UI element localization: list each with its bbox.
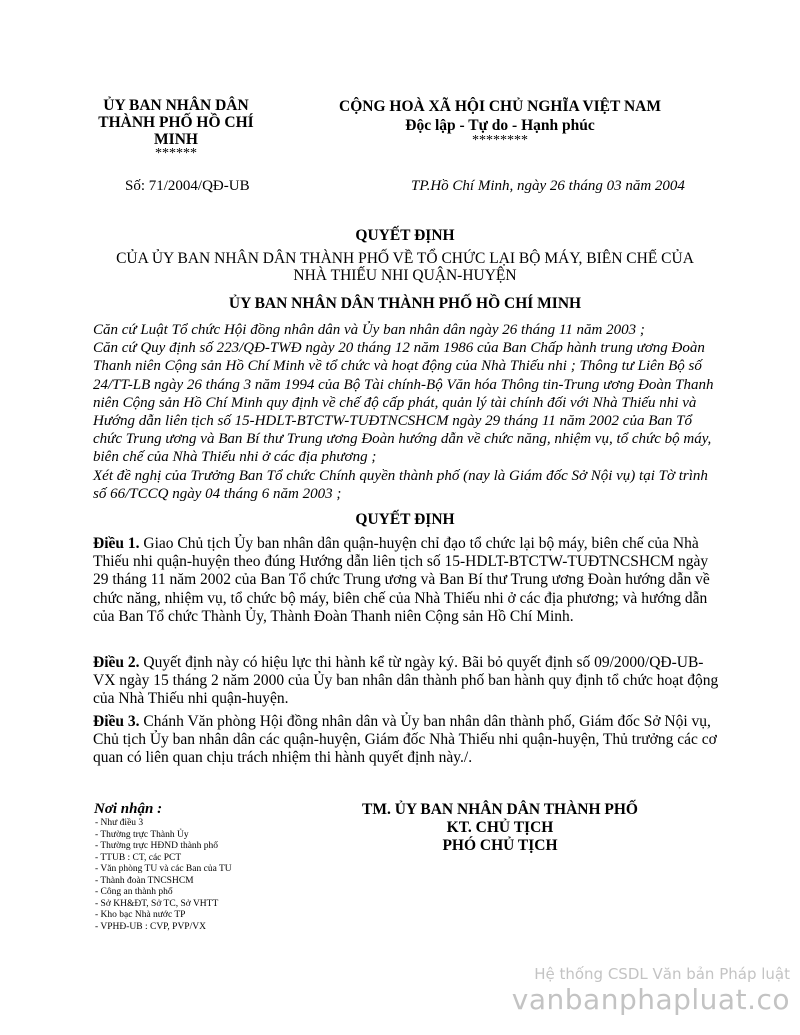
issuing-authority-block [86, 97, 266, 160]
decision-heading: QUYẾT ĐỊNH [355, 511, 455, 528]
article-text: Giao Chủ tịch Ủy ban nhân dân quận-huyện chỉ đạo tổ chức lại bộ máy, biên chế của Nhà Thiếu nhi quận-huyện theo đúng Hướng dẫn liên tịch số 15-HDLT-BTCTW-TUĐTNCSHCM ngày 29 tháng 11 năm 2002 của Ban Tổ chức Trung ương và Ban Bí thư Trung ương Đoàn hướng dẫn về chức năng, nhiệm vụ, tổ chức bộ máy, biên chế của Nhà Thiếu nhi ở các địa phương; và hướng dẫn của Ban Tổ chức Thành Ủy, Thành Đoàn Thanh niên Cộng sản Hồ Chí Minh. [93, 535, 710, 625]
article-3 [93, 713, 723, 768]
recipient-item: - Công an thành phố [95, 887, 173, 897]
issuing-authority-line-1: ỦY BAN NHÂN DÂN [103, 97, 249, 114]
authority-heading: ỦY BAN NHÂN DÂN THÀNH PHỐ HỒ CHÍ MINH [228, 295, 582, 312]
document-number: Số: 71/2004/QĐ-UB [125, 178, 250, 194]
recipients-list [95, 818, 232, 933]
recipient-item: - TTUB : CT, các PCT [95, 852, 182, 863]
recipient-item: - Sở KH&ĐT, Sở TC, Sở VHTT [95, 898, 219, 909]
issuing-authority-line-3: MINH [154, 131, 198, 148]
article-label: Điều 1. [93, 535, 140, 552]
subtitle-line-2: NHÀ THIẾU NHI QUẬN-HUYỆN [293, 267, 517, 284]
recipient-item: - Kho bạc Nhà nước TP [95, 910, 186, 920]
recital-item: Căn cứ Quy định số 223/QĐ-TWĐ ngày 20 tháng 12 năm 1986 của Ban Chấp hành trung ương Đoàn Thanh niên Cộng sản Hồ Chí Minh về tổ chức và hoạt động của Nhà Thiếu nhi ; Thông tư Liên Bộ số 24/TT-LB ngày 26 tháng 3 năm 1994 của Bộ Tài chính-Bộ Văn hóa Thông tin-Trung ương Đoàn Thanh niên Cộng sản Hồ Chí Minh quy định về chế độ cấp phát, quản lý tài chính đối với Nhà Thiếu nhi và Hướng dẫn liên tịch số 15-HDLT-BTCTW-TUĐTNCSHCM ngày 29 tháng 11 năm 2002 của Ban Tổ chức Trung ương và Ban Bí thư Trung ương Đoàn hướng dẫn về chức năng, nhiệm vụ, tổ chức bộ máy, biên chế của Nhà Thiếu nhi ở các địa phương ; [93, 340, 714, 466]
recipients-title: Nơi nhận : [94, 801, 163, 817]
national-motto: Độc lập - Tự do - Hạnh phúc [405, 117, 595, 134]
recipient-item: - Như điều 3 [95, 818, 144, 828]
recipient-item: - Thành đoàn TNCSHCM [95, 875, 194, 886]
signature-line-2: KT. CHỦ TỊCH [446, 819, 554, 836]
left-separator-stars: ****** [155, 146, 197, 161]
watermark-site: vanbanphapluat.co [511, 983, 790, 1016]
article-1 [93, 535, 723, 626]
document-subtitle [80, 250, 730, 284]
place-and-date: TP.Hồ Chí Minh, ngày 26 tháng 03 năm 2004 [411, 178, 685, 194]
recitals [93, 321, 721, 503]
watermark-caption: Hệ thống CSDL Văn bản Pháp luật [534, 965, 790, 983]
recipient-item: - Thường trực Thành Ủy [95, 829, 189, 840]
recipient-item: - Thường trực HĐND thành phố [95, 841, 219, 851]
right-separator-stars: ******** [472, 133, 528, 148]
recital-item: Căn cứ Luật Tổ chức Hội đồng nhân dân và Ủy ban nhân dân ngày 26 tháng 11 năm 2003 ; [93, 322, 645, 338]
recital-item: Xét đề nghị của Trưởng Ban Tổ chức Chính quyền thành phố (nay là Giám đốc Sở Nội vụ) tại Tờ trình số 66/TCCQ ngày 04 tháng 6 năm 2003 ; [93, 467, 708, 502]
article-label: Điều 3. [93, 713, 140, 730]
signature-line-3: PHÓ CHỦ TỊCH [442, 837, 558, 854]
subtitle-line-1: CỦA ỦY BAN NHÂN DÂN THÀNH PHỐ VỀ TỔ CHỨC LẠI BỘ MÁY, BIÊN CHẾ CỦA [116, 250, 694, 267]
issuing-authority-line-2: THÀNH PHỐ HỒ CHÍ [98, 114, 254, 131]
article-2 [93, 654, 723, 709]
recipient-item: - Văn phòng TU và các Ban của TU [95, 864, 232, 874]
document-title: QUYẾT ĐỊNH [355, 227, 455, 244]
article-text: Quyết định này có hiệu lực thi hành kể từ ngày ký. Bãi bỏ quyết định số 09/2000/QĐ-UB-VX ngày 15 tháng 2 năm 2000 của Ủy ban nhân dân thành phố ban hành quy định tổ chức hoạt động của Nhà Thiếu nhi quận-huyện. [93, 654, 719, 708]
article-label: Điều 2. [93, 654, 140, 671]
article-text: Chánh Văn phòng Hội đồng nhân dân và Ủy ban nhân dân thành phố, Giám đốc Sở Nội vụ, Chủ tịch Ủy ban nhân dân các quận-huyện, Giám đốc Nhà Thiếu nhi quận-huyện, Thủ trưởng các cơ quan có liên quan chịu trách nhiệm thi hành quyết định này./. [93, 713, 717, 767]
country-name: CỘNG HOÀ XÃ HỘI CHỦ NGHĨA VIỆT NAM [339, 98, 661, 115]
signature-line-1: TM. ỦY BAN NHÂN DÂN THÀNH PHỐ [362, 801, 638, 818]
national-motto-block [300, 97, 700, 147]
signature-block [300, 801, 700, 855]
recipient-item: - VPHĐ-UB : CVP, PVP/VX [95, 921, 206, 932]
